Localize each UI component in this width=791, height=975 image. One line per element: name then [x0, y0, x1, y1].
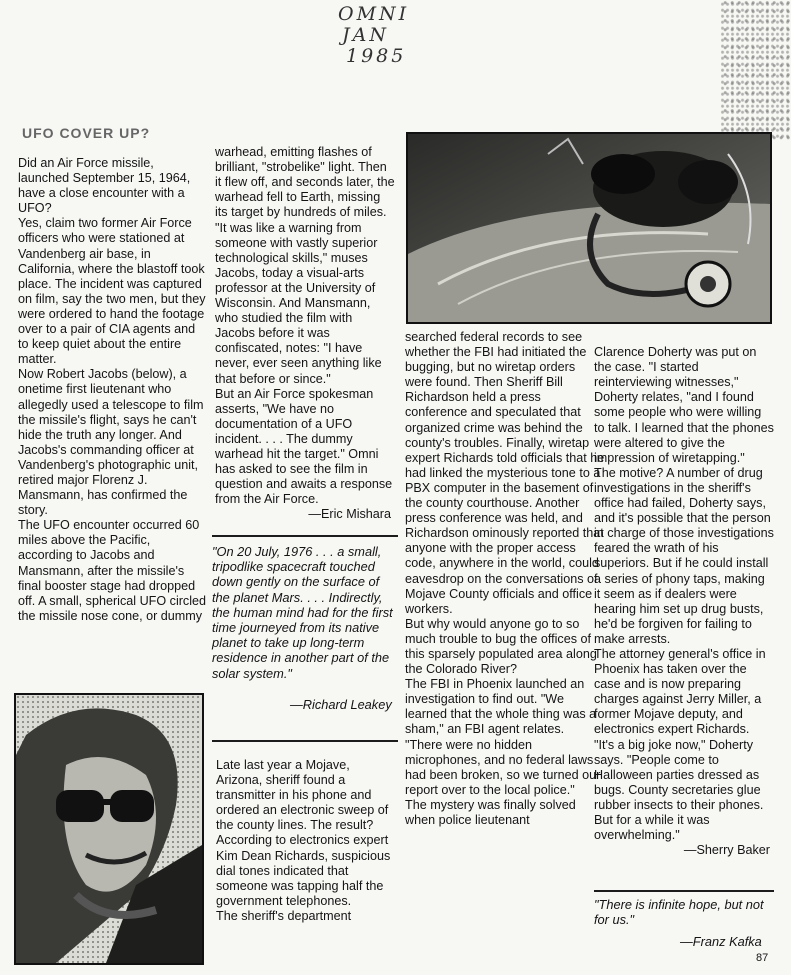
handwritten-line: JAN	[342, 24, 389, 46]
portrait-photo	[14, 693, 204, 965]
article-column-2-continued: Late last year a Mojave, Arizona, sheriff found a transmitter in his phone and ordered an electronic sweep of the county lines. The result? According to electronics expert Kim Dean Richards, suspicious dial tones indicated that someone was tapping half the government telephones. The sheriff's department	[216, 758, 391, 923]
divider-rule	[212, 740, 398, 742]
divider-rule	[212, 535, 398, 537]
article-column-1: Did an Air Force missile, launched September 15, 1964, have a close encounter with a UFO? Yes, claim two former Air Force officers who were stationed at Vandenberg air base, in California, where the blastoff took place. The incident was captured on film, say the two men, but they were ordered to hand the footage over to a pair of CIA agents and to keep quiet about the entire matter. Now Robert Jacobs (below), a onetime first lieutenant who allegedly used a telescope to film the missile's flight, says he can't hide the truth any longer. And Jacobs's commanding officer at Vandenberg's photographic unit, retired major Florenz J. Mansmann, has confirmed the story. The UFO encounter occurred 60 miles above the Pacific, according to Jacobs and Mansmann, after the missile's final booster stage had dropped off. A small, spherical UFO circled the missile nose cone, or dummy	[18, 156, 207, 623]
telephone-photo-image	[408, 134, 770, 322]
scan-noise	[721, 0, 791, 140]
pull-quote: "There is infinite hope, but not for us."	[594, 897, 764, 928]
portrait-photo-image	[16, 695, 202, 963]
pull-quote: "On 20 July, 1976 . . . a small, tripodlike spacecraft touched down gently on the surface of the planet Mars. . . . Indirectly, the human mind had for the first time journeyed from its native planet to take up long-term residence in another part of the solar system."	[212, 544, 393, 681]
article-column-3: searched federal records to see whether the FBI had initiated the bugging, but no wiretap orders were found. Then Sheriff Bill Richardson held a press conference and speculated that organized crime was behind the county's troubles. Finally, wiretap expert Richards told officials that he had linked the mysterious tone to a PBX computer in the basement of the county courthouse. Another press conference was held, and Richardson ominously reported that anyone with the proper access code, anywhere in the world, could eavesdrop on the conversations of Mojave County officials and office workers. But why would anyone go to so much trouble to bug the offices of this sparsely populated area along the Colorado River? The FBI in Phoenix launched an investigation to find out. "We learned that the whole thing was a sham," an FBI agent relates. "There were no hidden microphones, and no federal laws had been broken, so we turned our report over to the local police." The mystery was finally solved when police lieutenant	[405, 330, 605, 827]
page-number: 87	[756, 952, 769, 964]
divider-rule	[594, 890, 774, 892]
column-4-text: Clarence Doherty was put on the case. "I started reinterviewing witnesses," Doherty relates, "and I found some people who were willing to talk. I learned that the phones were altered to give the impression of wiretapping." The motive? A number of drug investigations in the sheriff's office had failed, Doherty says, and it's possible that the person in charge of those investigations feared the wrath of his superiors. But if he could install a series of phony taps, making it seem as if dealers were hearing him set up drug busts, he'd be forgiven for failing to make arrests. The attorney general's office in Phoenix has taken over the case and is now preparing charges against Jerry Miller, a former Mojave deputy, and electronics expert Richards. "It's a big joke now," Doherty says. "People come to Halloween parties dressed as bugs. County secretaries glue rubber insects to their phones. But for a while it was overwhelming."	[594, 345, 774, 843]
byline: —Sherry Baker	[683, 843, 770, 858]
article-column-2	[215, 130, 395, 530]
article-column-4	[594, 330, 774, 890]
column-2-text: warhead, emitting flashes of brilliant, "strobelike" light. Then it flew off, and seconds later, the warhead fell to Earth, missing its target by hundreds of miles. "It was like a warning from someone with vastly superior technological skills," muses Jacobs, today a visual-arts professor at the University of Wisconsin. And Mansmann, who studied the film with Jacobs before it was confiscated, notes: "I have never, ever seen anything like that before or since." But an Air Force spokesman asserts, "We have no documentation of a UFO incident. . . . The dummy warhead hit the target." Omni has asked to see the film in question and awaits a response from the Air Force.	[215, 145, 395, 507]
section-heading: UFO COVER UP?	[22, 125, 151, 141]
handwritten-note	[338, 4, 448, 67]
handwritten-line: OMNI	[338, 3, 410, 25]
quote-attribution: —Franz Kafka	[680, 934, 762, 949]
telephone-photo	[406, 132, 772, 324]
handwritten-line: 1985	[346, 45, 407, 67]
byline: —Eric Mishara	[308, 507, 391, 522]
quote-attribution: —Richard Leakey	[290, 697, 392, 712]
